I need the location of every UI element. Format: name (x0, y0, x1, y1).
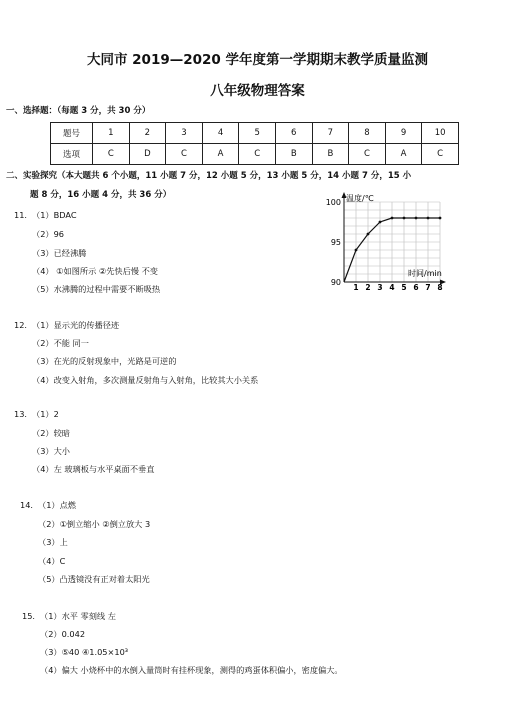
x-tick-label: 7 (425, 283, 431, 290)
y-tick-label: 90 (330, 278, 341, 287)
answer-table (50, 122, 459, 165)
data-point (367, 233, 370, 236)
answer-line: （2）0.042 (40, 629, 86, 639)
table-cell: A (385, 144, 422, 165)
answer-line: （4） ①如图所示 ②先快后慢 不变 (32, 266, 158, 276)
table-row-label: 选项 (51, 144, 93, 165)
table-cell: 7 (312, 123, 349, 144)
answer-line: （2）①倒立缩小 ②倒立放大 3 (38, 519, 151, 529)
answer-line: （1）水平 零刻线 左 (40, 611, 116, 621)
answer-line: （1）显示光的传播径迹 (32, 320, 120, 330)
answer-line: （5）凸透镜没有正对着太阳光 (38, 574, 150, 584)
table-cell: B (312, 144, 349, 165)
table-cell: C (349, 144, 386, 165)
table-cell: 3 (166, 123, 203, 144)
x-tick-label: 2 (365, 283, 371, 290)
answer-line: （1）2 (32, 409, 59, 419)
table-cell: C (166, 144, 203, 165)
data-point (439, 217, 442, 220)
table-row-label: 题号 (51, 123, 93, 144)
data-point (379, 221, 382, 224)
table-cell: 1 (93, 123, 130, 144)
question-number: 11. (14, 210, 28, 220)
answer-line: （3）大小 (32, 446, 70, 456)
table-cell: 6 (275, 123, 312, 144)
answer-line: （1）点燃 (38, 500, 76, 510)
answer-line: （1）BDAC (32, 210, 77, 220)
table-cell: 8 (349, 123, 386, 144)
y-tick-label: 95 (330, 238, 341, 247)
answer-line: （4）偏大 小烧杯中的水倒入量筒时有挂杯现象，测得的鸡蛋体积偏小，密度偏大。 (40, 665, 343, 675)
x-tick-label: 6 (413, 283, 419, 290)
answer-line: （5）水沸腾的过程中需要不断吸热 (32, 284, 161, 294)
y-tick-label: 100 (325, 198, 341, 207)
data-point (427, 217, 430, 220)
table-cell: 2 (129, 123, 166, 144)
answer-line: （3）在光的反射现象中，光路是可逆的 (32, 356, 177, 366)
table-cell: A (202, 144, 239, 165)
page-title: 大同市 2019—2020 学年度第一学期期末教学质量监测 (86, 52, 429, 68)
page-subtitle: 八年级物理答案 (210, 83, 305, 99)
table-cell: C (422, 144, 459, 165)
table-cell: C (239, 144, 276, 165)
table-row-numbers (51, 123, 459, 144)
answer-line: （3）已经沸腾 (32, 248, 87, 258)
data-point (415, 217, 418, 220)
answer-line: （3）上 (38, 537, 68, 547)
x-tick-label: 3 (377, 283, 383, 290)
x-tick-labels (353, 283, 442, 290)
table-cell: 4 (202, 123, 239, 144)
answer-line: （3）⑤40 ④1.05×10³ (40, 647, 129, 657)
answer-line: （2）不能 同一 (32, 338, 89, 348)
answer-line: （2）96 (32, 229, 65, 239)
table-cell: 5 (239, 123, 276, 144)
answer-line: （4）左 玻璃板与水平桌面不垂直 (32, 464, 155, 474)
section2-heading-line1: 二、实验探究（本大题共 6 个小题，11 小题 7 分，12 小题 5 分，13 小题 5 分，14 小题 7 分，15 小 (6, 171, 412, 181)
table-cell: B (275, 144, 312, 165)
x-tick-label: 8 (437, 283, 443, 290)
section2-heading-line2: 题 8 分，16 小题 4 分，共 36 分） (30, 190, 172, 200)
question-number: 13. (14, 409, 28, 419)
question-number: 12. (14, 320, 28, 330)
answer-line: （2）较暗 (32, 428, 70, 438)
temperature-chart (322, 190, 452, 290)
table-cell: 9 (385, 123, 422, 144)
data-point (355, 249, 358, 252)
x-tick-label: 1 (353, 283, 359, 290)
data-point (391, 217, 394, 220)
x-tick-label: 5 (401, 283, 407, 290)
answer-line: （4）C (38, 556, 66, 566)
table-row-options (51, 144, 459, 165)
question-number: 15. (22, 611, 36, 621)
y-axis-label: 温度/℃ (346, 194, 374, 203)
x-tick-label: 4 (389, 283, 395, 290)
answer-line: （4）改变入射角，多次测量反射角与入射角，比较其大小关系 (32, 375, 259, 385)
table-cell: 10 (422, 123, 459, 144)
question-number: 14. (20, 500, 34, 510)
data-point (403, 217, 406, 220)
table-cell: C (93, 144, 130, 165)
x-axis-label: 时间/min (408, 269, 442, 278)
section1-heading: 一、选择题：（每题 3 分，共 30 分） (6, 106, 151, 116)
table-cell: D (129, 144, 166, 165)
